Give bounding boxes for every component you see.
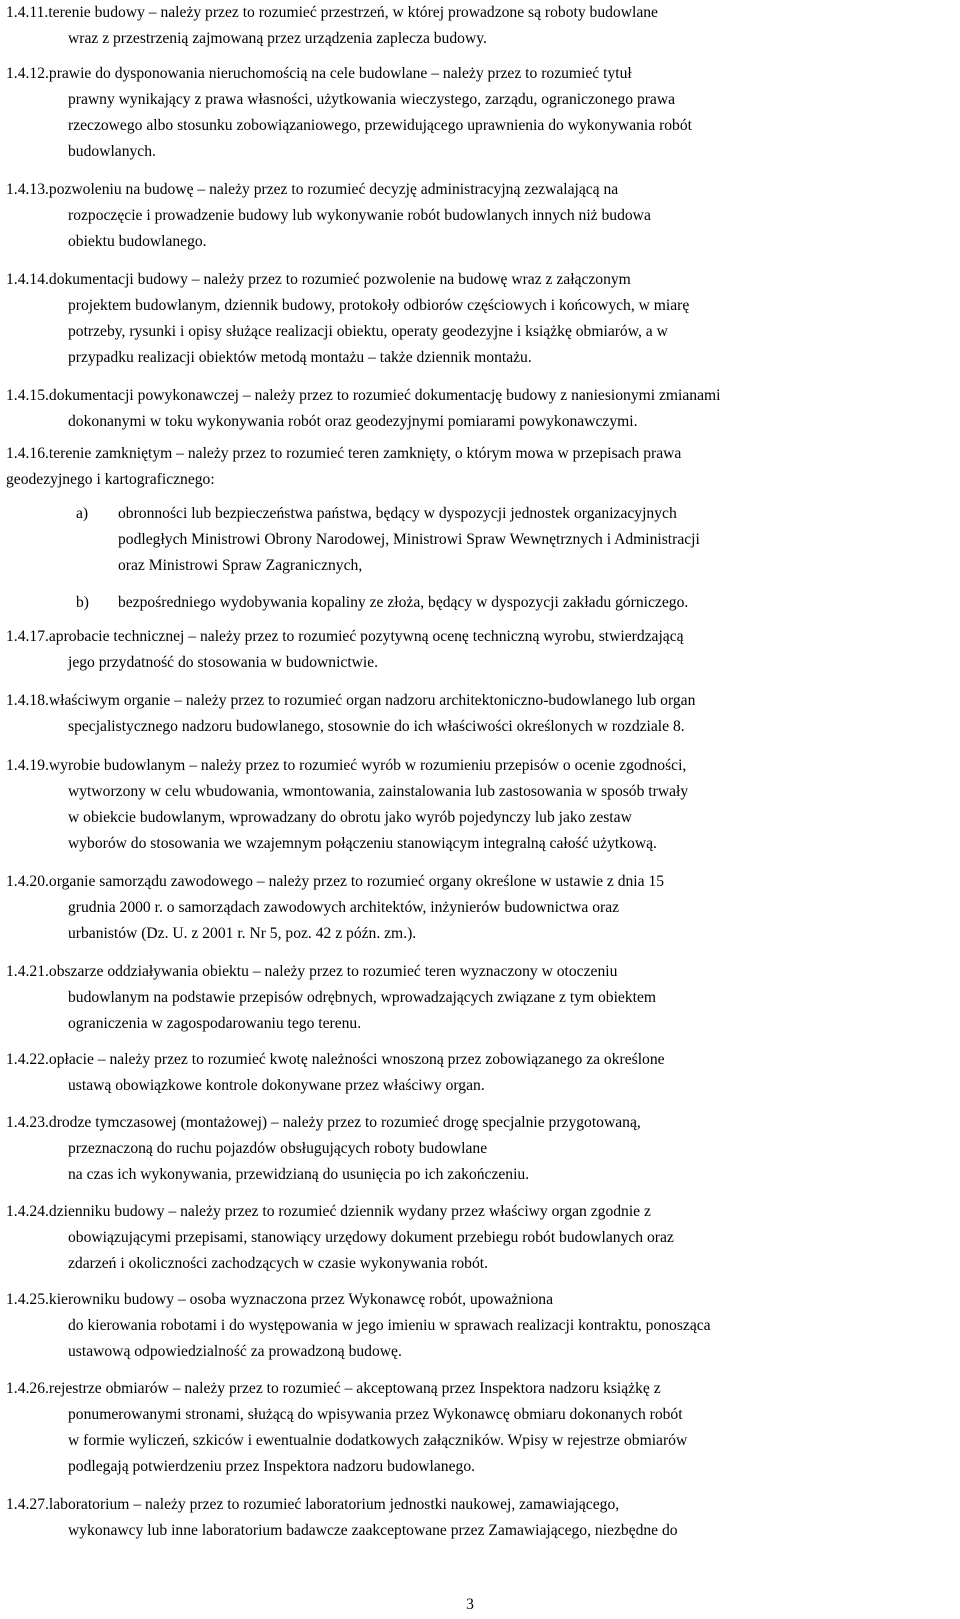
definition-text: obiektu budowlanego. xyxy=(68,233,207,250)
item-number: 1.4.18. xyxy=(6,692,49,709)
definition-1-4-14 xyxy=(6,267,931,371)
definition-1-4-18 xyxy=(6,688,931,740)
definition-text: prawie do dysponowania nieruchomością na cele budowlane – należy przez to rozumieć tytuł xyxy=(48,65,632,82)
definition-text: grudnia 2000 r. o samorządach zawodowych architektów, inżynierów budownictwa oraz xyxy=(68,899,620,916)
definition-1-4-13 xyxy=(6,177,931,255)
definition-1-4-21 xyxy=(6,959,931,1037)
definition-text: wytworzony w celu wbudowania, wmontowania, zainstalowania lub zastosowania w sposób trwały xyxy=(68,783,689,800)
subitem-a xyxy=(76,501,936,579)
definition-1-4-15 xyxy=(6,383,931,435)
definition-text: właściwym organie – należy przez to rozumieć organ nadzoru architektoniczno-budowlanego lub organ xyxy=(48,692,696,709)
definition-text: ustawową odpowiedzialność za prowadzoną budowę. xyxy=(68,1343,402,1360)
item-number: 1.4.16. xyxy=(6,445,49,462)
definition-text: wyborów do stosowania we wzajemnym połączeniu stanowiącym integralną całość użytkową. xyxy=(68,835,657,852)
definition-text: rejestrze obmiarów – należy przez to rozumieć – akceptowaną przez Inspektora nadzoru książkę z xyxy=(48,1380,661,1397)
item-number: 1.4.11. xyxy=(6,4,49,21)
definition-text: na czas ich wykonywania, przewidzianą do usunięcia po ich zakończeniu. xyxy=(68,1166,530,1183)
item-number: 1.4.25. xyxy=(6,1291,49,1308)
item-number: 1.4.24. xyxy=(6,1203,49,1220)
subitem-label: b) xyxy=(76,594,89,611)
definition-text: rzeczowego albo stosunku zobowiązaniowego, przewidującego uprawnienia do wykonywania robót xyxy=(68,117,692,134)
definition-text: terenie budowy – należy przez to rozumieć przestrzeń, w której prowadzone są roboty budowlane xyxy=(48,4,658,21)
item-number: 1.4.19. xyxy=(6,757,49,774)
subitem-text: podległych Ministrowi Obrony Narodowej, Ministrowi Spraw Wewnętrznych i Administracji xyxy=(118,531,700,548)
definition-1-4-22 xyxy=(6,1047,931,1099)
definition-text: do kierowania robotami i do występowania w jego imieniu w sprawach realizacji kontraktu, ponosząca xyxy=(68,1317,711,1334)
definition-text: jego przydatność do stosowania w budownictwie. xyxy=(68,654,379,671)
item-number: 1.4.27. xyxy=(6,1496,49,1513)
definition-1-4-23 xyxy=(6,1110,931,1188)
definition-text: obowiązującymi przepisami, stanowiący urzędowy dokument przebiegu robót budowlanych oraz xyxy=(68,1229,674,1246)
definition-1-4-26 xyxy=(6,1376,931,1480)
item-number: 1.4.26. xyxy=(6,1380,49,1397)
definition-text: ograniczenia w zagospodarowaniu tego terenu. xyxy=(68,1015,362,1032)
definition-text: rozpoczęcie i prowadzenie budowy lub wykonywanie robót budowlanych innych niż budowa xyxy=(68,207,651,224)
definition-1-4-25 xyxy=(6,1287,931,1365)
item-number: 1.4.21. xyxy=(6,963,49,980)
item-number: 1.4.23. xyxy=(6,1114,49,1131)
definition-text: wraz z przestrzenią zajmowaną przez urządzenia zaplecza budowy. xyxy=(68,30,487,47)
definition-text: ustawą obowiązkowe kontrole dokonywane przez właściwy organ. xyxy=(68,1077,485,1094)
item-number: 1.4.22. xyxy=(6,1051,49,1068)
item-number: 1.4.12. xyxy=(6,65,49,82)
item-number: 1.4.17. xyxy=(6,628,49,645)
definition-text: dokonanymi w toku wykonywania robót oraz geodezyjnymi pomiarami powykonawczymi. xyxy=(68,413,638,430)
definition-1-4-17 xyxy=(6,624,931,676)
definition-text: potrzeby, rysunki i opisy służące realizacji obiektu, operaty geodezyjne i książkę obmiarów, a w xyxy=(68,323,668,340)
definition-text: urbanistów (Dz. U. z 2001 r. Nr 5, poz. 42 z późn. zm.). xyxy=(68,925,417,942)
definition-text: wyrobie budowlanym – należy przez to rozumieć wyrób w rozumieniu przepisów o ocenie zgodności, xyxy=(48,757,687,774)
definition-text: organie samorządu zawodowego – należy przez to rozumieć organy określone w ustawie z dnia 15 xyxy=(48,873,665,890)
definition-1-4-19 xyxy=(6,753,931,857)
definition-text: dzienniku budowy – należy przez to rozumieć dziennik wydany przez właściwy organ zgodnie z xyxy=(48,1203,651,1220)
definition-text: ponumerowanymi stronami, służącą do wpisywania przez Wykonawcę obmiaru dokonanych robót xyxy=(68,1406,683,1423)
definition-text: budowlanych. xyxy=(68,143,156,160)
item-number: 1.4.15. xyxy=(6,387,49,404)
definition-1-4-16 xyxy=(6,441,931,493)
definition-1-4-24 xyxy=(6,1199,931,1277)
definition-1-4-20 xyxy=(6,869,931,947)
definition-text: geodezyjnego i kartograficznego: xyxy=(6,471,215,488)
item-number: 1.4.20. xyxy=(6,873,49,890)
definition-text: projektem budowlanym, dziennik budowy, protokoły odbiorów częściowych i końcowych, w miarę xyxy=(68,297,690,314)
definition-text: przypadku realizacji obiektów metodą montażu – także dziennik montażu. xyxy=(68,349,532,366)
definition-text: przeznaczoną do ruchu pojazdów obsługujących roboty budowlane xyxy=(68,1140,488,1157)
subitem-text: obronności lub bezpieczeństwa państwa, będący w dyspozycji jednostek organizacyjnych xyxy=(118,505,677,522)
definition-1-4-27 xyxy=(6,1492,931,1544)
definition-text: wykonawcy lub inne laboratorium badawcze zaakceptowane przez Zamawiającego, niezbędne do xyxy=(68,1522,678,1539)
definition-text: kierowniku budowy – osoba wyznaczona przez Wykonawcę robót, upoważniona xyxy=(48,1291,553,1308)
definition-text: terenie zamkniętym – należy przez to rozumieć teren zamknięty, o którym mowa w przepisach prawa xyxy=(48,445,682,462)
definition-text: drodze tymczasowej (montażowej) – należy przez to rozumieć drogę specjalnie przygotowaną, xyxy=(48,1114,641,1131)
definition-text: w obiekcie budowlanym, wprowadzany do obrotu jako wyrób pojedynczy lub jako zestaw xyxy=(68,809,632,826)
subitem-label: a) xyxy=(76,505,89,522)
definition-text: zdarzeń i okoliczności zachodzących w czasie wykonywania robót. xyxy=(68,1255,488,1272)
definition-text: opłacie – należy przez to rozumieć kwotę należności wnoszoną przez zobowiązanego za określone xyxy=(48,1051,665,1068)
definition-text: prawny wynikający z prawa własności, użytkowania wieczystego, zarządu, ograniczonego prawa xyxy=(68,91,676,108)
definition-text: obszarze oddziaływania obiektu – należy przez to rozumieć teren wyznaczony w otoczeniu xyxy=(48,963,618,980)
subitem-b xyxy=(76,590,936,616)
definition-text: pozwoleniu na budowę – należy przez to rozumieć decyzję administracyjną zezwalającą na xyxy=(48,181,619,198)
item-number: 1.4.13. xyxy=(6,181,49,198)
definition-text: specjalistycznego nadzoru budowlanego, stosownie do ich właściwości określonych w rozdziale 8. xyxy=(68,718,685,735)
item-number: 1.4.14. xyxy=(6,271,49,288)
definition-text: dokumentacji powykonawczej – należy przez to rozumieć dokumentację budowy z naniesionymi zmianami xyxy=(48,387,721,404)
definition-text: laboratorium – należy przez to rozumieć laboratorium jednostki naukowej, zamawiającego, xyxy=(48,1496,620,1513)
definition-text: w formie wyliczeń, szkiców i ewentualnie dodatkowych załączników. Wpisy w rejestrze obmiarów xyxy=(68,1432,688,1449)
subitem-text: oraz Ministrowi Spraw Zagranicznych, xyxy=(118,557,363,574)
definition-text: aprobacie technicznej – należy przez to rozumieć pozytywną ocenę techniczną wyrobu, stwierdzającą xyxy=(48,628,684,645)
definition-text: dokumentacji budowy – należy przez to rozumieć pozwolenie na budowę wraz z załączonym xyxy=(48,271,631,288)
definition-text: budowlanym na podstawie przepisów odrębnych, wprowadzających związane z tym obiektem xyxy=(68,989,657,1006)
subitem-text: bezpośredniego wydobywania kopaliny ze złoża, będący w dyspozycji zakładu górniczego. xyxy=(118,594,689,611)
definition-1-4-11 xyxy=(6,0,931,52)
definition-text: podlegają potwierdzeniu przez Inspektora nadzoru budowlanego. xyxy=(68,1458,476,1475)
definition-1-4-12 xyxy=(6,61,931,165)
page-number: 3 xyxy=(466,1596,474,1613)
